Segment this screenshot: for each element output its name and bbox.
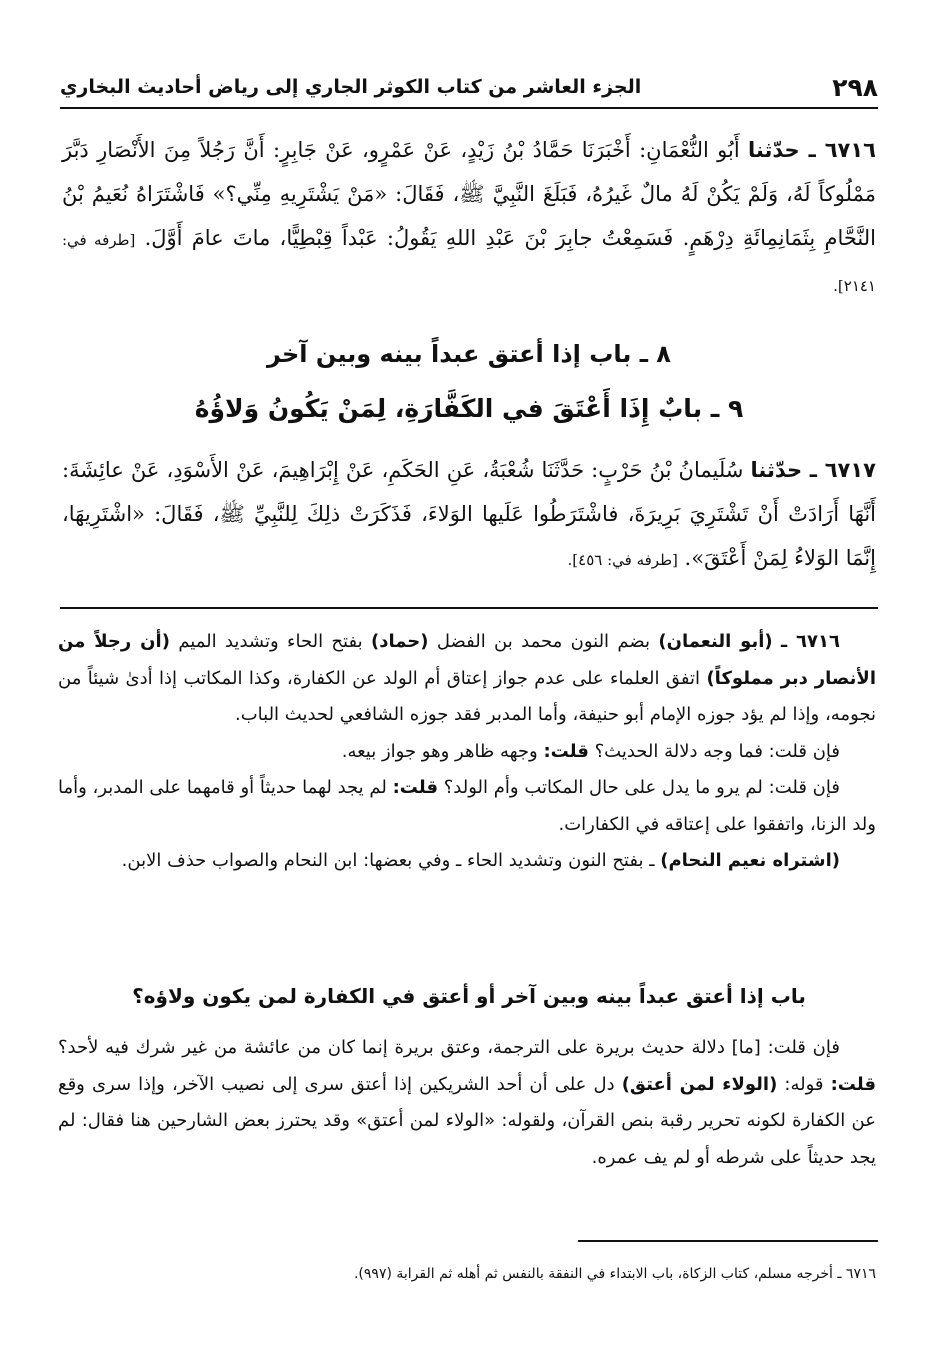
hadith-6716-tarf: [طرفه في: ٢١٤١]. xyxy=(62,231,876,295)
commentary-2-text-1: قوله: xyxy=(784,1073,824,1095)
commentary-2-answer-label: قلت: xyxy=(830,1073,876,1095)
commentary-rule xyxy=(60,607,878,609)
commentary-answer-label-2: قلت: xyxy=(392,777,438,798)
commentary-question-2: فإن قلت: لم يرو ما يدل على حال المكاتب وأم الولد؟ xyxy=(443,777,840,798)
hadith-6716-block xyxy=(62,128,876,308)
hadith-6716-number: ٦٧١٦ ـ حدّثنا xyxy=(748,138,876,162)
footnote-rule xyxy=(578,1240,878,1242)
hadith-6716-text: أَبُو النُّعْمَانِ: أَخْبَرَنَا حَمَّادُ بْنُ زَيْدٍ، عَنْ عَمْرٍو، عَنْ جَابِرٍ: أَنَّ رَجُلاً مِنَ الأَنْصَارِ دَبَّرَ مَمْلُوكاً لَهُ، وَلَمْ يَكُنْ لَهُ مالٌ غَيرُهُ، فَبَلَغَ النَّبِيَّ ﷺ، فَقَالَ: «مَنْ يَشْتَرِيهِ مِنِّي؟» فَاشْتَرَاهُ نُعَيمُ بْنُ النَّحَّامِ بِثَمَانِمِائَةِ دِرْهَمٍ. فَسَمِعْتُ جابِرَ بْنَ عَبْدِ اللهِ يَقُولُ: عَبْداً قِبْطِيًّا، ماتَ عامَ أَوَّلَ. xyxy=(62,138,876,250)
commentary-text-1: بضم النون محمد بن الفضل xyxy=(436,631,651,652)
page-number: ٢٩٨ xyxy=(832,72,878,102)
commentary-block-2 xyxy=(58,1030,876,1176)
hadith-6717-text: سُلَيمانُ بْنُ حَرْبٍ: حَدَّثَنَا شُعْبَةُ، عَنِ الحَكَمِ، عَنْ إِبْرَاهِيمَ، عَنْ الأَسْوَدِ، عَنْ عائِشَةَ: أَنَّهَا أَرَادَتْ أَنْ تَشْتَرِيَ بَرِيرَةَ، فاشْتَرَطُوا عَلَيها الوَلاءَ، فَذَكَرَتْ ذلِكَ لِلنَّبِيِّ ﷺ، فَقَالَ: «اشْتَرِيهَا، إِنَّمَا الوَلاءُ لِمَنْ أَعْتَقَ». xyxy=(62,458,876,570)
commentary-question-1: فإن قلت: فما وجه دلالة الحديث؟ xyxy=(594,740,840,762)
hadith-6717-tarf: [طرفه في: ٤٥٦]. xyxy=(567,551,678,569)
commentary-term-3: (أن رجلاً من الأنصار دبر مملوكاً) xyxy=(58,631,876,689)
commentary-number: ٦٧١٦ ـ xyxy=(780,631,840,652)
commentary-text-2: بفتح الحاء وتشديد الميم xyxy=(178,631,363,652)
commentary-paragraph-4 xyxy=(58,843,876,880)
commentary-2-paragraph xyxy=(58,1030,876,1176)
commentary-paragraph-1 xyxy=(58,624,876,734)
chapter-9-heading: ٩ ـ بابٌ إِذَا أَعْتَقَ في الكَفَّارَةِ، لِمَنْ يَكُونُ وَلاؤُهُ xyxy=(194,394,744,423)
hadith-6717-block xyxy=(62,448,876,582)
commentary-chapter-heading: باب إذا أعتق عبداً بينه وبين آخر أو أعتق في الكفارة لمن يكون ولاؤه؟ xyxy=(132,984,806,1008)
commentary-2-term: (الولاء لمن أعتق) xyxy=(621,1073,778,1095)
commentary-text-4: ـ بفتح النون وتشديد الحاء ـ وفي بعضها: ابن النحام والصواب حذف الابن. xyxy=(121,850,655,871)
running-title: الجزء العاشر من كتاب الكوثر الجاري إلى رياض أحاديث البخاري xyxy=(60,76,642,98)
page-header xyxy=(60,70,878,104)
commentary-answer-1: وجهه ظاهر وهو جواز بيعه. xyxy=(341,740,538,762)
commentary-text-3: اتفق العلماء على عدم جواز إعتاق أم الولد عن الكفارة، وكذا المكاتب إذا أدىٰ شيئاً من نجومه، وإذا لم يؤد جوزه الإمام أبو حنيفة، وأما المدبر فقد جوزه الشافعي لحديث الباب. xyxy=(58,667,876,725)
commentary-paragraph-2 xyxy=(58,734,876,771)
commentary-term-2: (حماد) xyxy=(370,631,429,652)
header-rule xyxy=(60,107,878,109)
commentary-answer-2: لم يجد لهما حديثاً أو قامهما على المدبر، وأما ولد الزنا، واتفقوا على إعتاقه في الكفارات. xyxy=(58,777,876,835)
commentary-answer-label-1: قلت: xyxy=(543,740,589,762)
hadith-6717-number: ٦٧١٧ ـ حدّثنا xyxy=(750,458,876,482)
hadith-6716 xyxy=(62,128,876,308)
commentary-2-question: فإن قلت: [ما] دلالة حديث بريرة على الترجمة، وعتق بريرة إنما كان من عائشة من غير شرك فيه لأحد؟ xyxy=(58,1037,840,1058)
commentary-paragraph-3 xyxy=(58,770,876,843)
commentary-2-text-2: دل على أن أحد الشريكين إذا أعتق سرى إلى نصيب الآخر، وإذا سرى وقع عن الكفارة لكونه تحرير رقبة بنص القرآن، ولقوله: «الولاء لمن أعتق» وقد يحترز بعض الشارحين هنا فقال: لم يجد حديثاً على شرطه أو لم يف عمره. xyxy=(58,1073,876,1168)
chapter-8-heading: ٨ ـ باب إذا أعتق عبداً بينه وبين آخر xyxy=(267,340,671,368)
footnote: ٦٧١٦ ـ أخرجه مسلم، كتاب الزكاة، باب الابتداء في النفقة بالنفس ثم أهله ثم القرابة (٩٩٧). xyxy=(353,1266,876,1282)
commentary-block xyxy=(58,624,876,880)
hadith-6717 xyxy=(62,448,876,582)
commentary-term-1: (أبو النعمان) xyxy=(658,631,773,652)
commentary-term-4: (اشتراه نعيم النحام) xyxy=(660,850,840,871)
